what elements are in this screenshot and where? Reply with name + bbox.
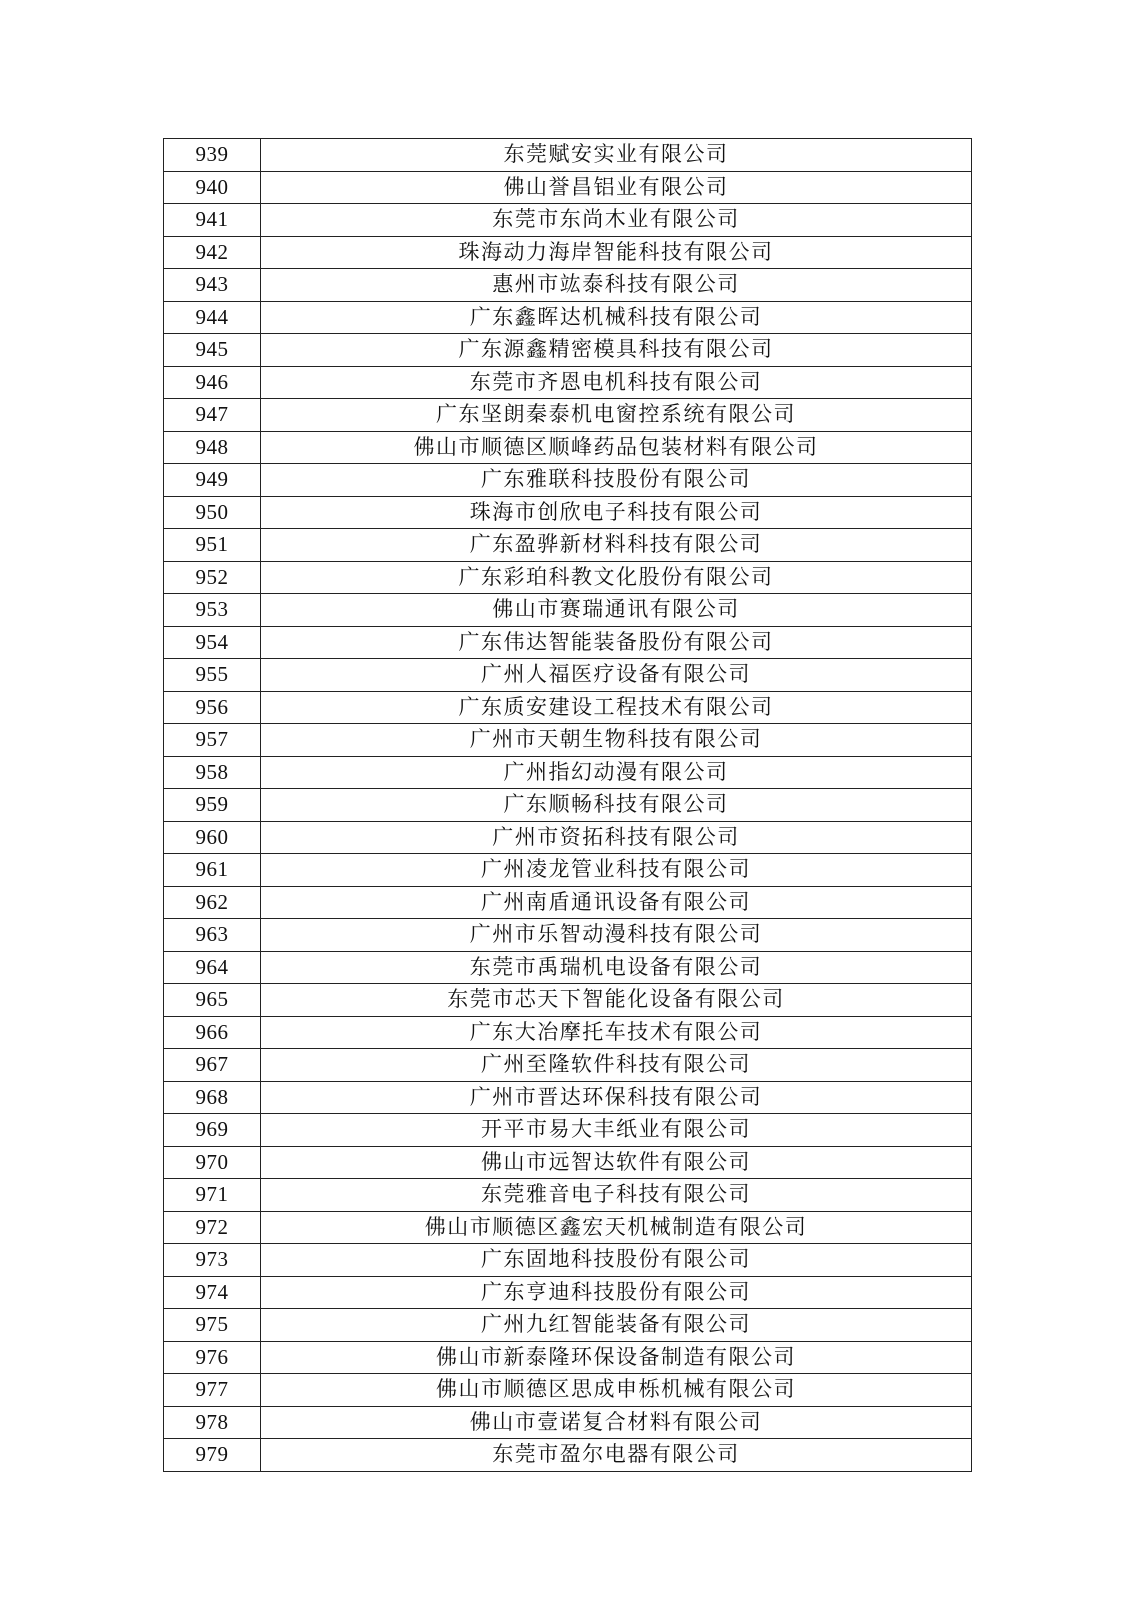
table-row: [164, 1309, 972, 1342]
row-number-cell: 962: [164, 886, 261, 919]
row-number-cell: 946: [164, 366, 261, 399]
company-name-cell: 开平市易大丰纸业有限公司: [261, 1114, 972, 1147]
company-name-cell: 广东雅联科技股份有限公司: [261, 464, 972, 497]
row-number-cell: 953: [164, 594, 261, 627]
company-name-cell: 东莞赋安实业有限公司: [261, 139, 972, 172]
row-number-cell: 944: [164, 301, 261, 334]
table-row: [164, 886, 972, 919]
row-number-cell: 974: [164, 1276, 261, 1309]
company-name-cell: 广州市乐智动漫科技有限公司: [261, 919, 972, 952]
row-number-cell: 948: [164, 431, 261, 464]
row-number-cell: 956: [164, 691, 261, 724]
table-row: [164, 529, 972, 562]
table-row: [164, 659, 972, 692]
company-list-table: [163, 138, 972, 1472]
row-number-cell: 951: [164, 529, 261, 562]
company-name-cell: 广州凌龙管业科技有限公司: [261, 854, 972, 887]
company-name-cell: 广州南盾通讯设备有限公司: [261, 886, 972, 919]
company-name-cell: 广东亨迪科技股份有限公司: [261, 1276, 972, 1309]
table-row: [164, 561, 972, 594]
company-name-cell: 东莞市东尚木业有限公司: [261, 204, 972, 237]
company-name-cell: 佛山市新泰隆环保设备制造有限公司: [261, 1341, 972, 1374]
table-row: [164, 854, 972, 887]
company-name-cell: 广东鑫晖达机械科技有限公司: [261, 301, 972, 334]
table-row: [164, 1211, 972, 1244]
table-row: [164, 1341, 972, 1374]
row-number-cell: 954: [164, 626, 261, 659]
row-number-cell: 964: [164, 951, 261, 984]
row-number-cell: 957: [164, 724, 261, 757]
table-row: [164, 204, 972, 237]
table-row: [164, 1439, 972, 1472]
table-row: [164, 171, 972, 204]
row-number-cell: 963: [164, 919, 261, 952]
row-number-cell: 940: [164, 171, 261, 204]
table-row: [164, 431, 972, 464]
company-name-cell: 广东大冶摩托车技术有限公司: [261, 1016, 972, 1049]
company-name-cell: 广东顺畅科技有限公司: [261, 789, 972, 822]
company-name-cell: 广州市资拓科技有限公司: [261, 821, 972, 854]
table-row: [164, 1406, 972, 1439]
table-row: [164, 1374, 972, 1407]
company-name-cell: 东莞市齐恩电机科技有限公司: [261, 366, 972, 399]
row-number-cell: 971: [164, 1179, 261, 1212]
table-row: [164, 984, 972, 1017]
table-row: [164, 1276, 972, 1309]
table-row: [164, 301, 972, 334]
company-name-cell: 惠州市竑泰科技有限公司: [261, 269, 972, 302]
company-name-cell: 广东盈骅新材料科技有限公司: [261, 529, 972, 562]
row-number-cell: 967: [164, 1049, 261, 1082]
company-name-cell: 广州指幻动漫有限公司: [261, 756, 972, 789]
table-row: [164, 496, 972, 529]
row-number-cell: 960: [164, 821, 261, 854]
row-number-cell: 970: [164, 1146, 261, 1179]
table-row: [164, 1146, 972, 1179]
company-name-cell: 广东坚朗秦泰机电窗控系统有限公司: [261, 399, 972, 432]
company-name-cell: 佛山市赛瑞通讯有限公司: [261, 594, 972, 627]
table-row: [164, 366, 972, 399]
row-number-cell: 939: [164, 139, 261, 172]
row-number-cell: 958: [164, 756, 261, 789]
company-name-cell: 佛山市远智达软件有限公司: [261, 1146, 972, 1179]
row-number-cell: 978: [164, 1406, 261, 1439]
table-row: [164, 1244, 972, 1277]
table-row: [164, 464, 972, 497]
row-number-cell: 942: [164, 236, 261, 269]
row-number-cell: 972: [164, 1211, 261, 1244]
table-row: [164, 919, 972, 952]
company-name-cell: 佛山市顺德区思成申栎机械有限公司: [261, 1374, 972, 1407]
company-name-cell: 广州市晋达环保科技有限公司: [261, 1081, 972, 1114]
row-number-cell: 968: [164, 1081, 261, 1114]
company-name-cell: 珠海市创欣电子科技有限公司: [261, 496, 972, 529]
row-number-cell: 973: [164, 1244, 261, 1277]
table-row: [164, 789, 972, 822]
table-row: [164, 1179, 972, 1212]
company-name-cell: 东莞市芯天下智能化设备有限公司: [261, 984, 972, 1017]
row-number-cell: 947: [164, 399, 261, 432]
table-row: [164, 1016, 972, 1049]
company-name-cell: 广东质安建设工程技术有限公司: [261, 691, 972, 724]
row-number-cell: 941: [164, 204, 261, 237]
company-name-cell: 广州市天朝生物科技有限公司: [261, 724, 972, 757]
table-row: [164, 1114, 972, 1147]
company-name-cell: 广州九红智能装备有限公司: [261, 1309, 972, 1342]
table-row: [164, 724, 972, 757]
company-name-cell: 广东伟达智能装备股份有限公司: [261, 626, 972, 659]
table-row: [164, 594, 972, 627]
row-number-cell: 955: [164, 659, 261, 692]
company-name-cell: 广州至隆软件科技有限公司: [261, 1049, 972, 1082]
company-name-cell: 佛山市顺德区鑫宏天机械制造有限公司: [261, 1211, 972, 1244]
table-body: [164, 139, 972, 1472]
table-row: [164, 399, 972, 432]
row-number-cell: 976: [164, 1341, 261, 1374]
company-name-cell: 佛山市顺德区顺峰药品包装材料有限公司: [261, 431, 972, 464]
row-number-cell: 965: [164, 984, 261, 1017]
table-row: [164, 691, 972, 724]
row-number-cell: 952: [164, 561, 261, 594]
row-number-cell: 969: [164, 1114, 261, 1147]
company-name-cell: 广东彩珀科教文化股份有限公司: [261, 561, 972, 594]
row-number-cell: 950: [164, 496, 261, 529]
company-name-cell: 广州人福医疗设备有限公司: [261, 659, 972, 692]
table-row: [164, 236, 972, 269]
table-row: [164, 756, 972, 789]
company-name-cell: 广东固地科技股份有限公司: [261, 1244, 972, 1277]
row-number-cell: 959: [164, 789, 261, 822]
table-row: [164, 626, 972, 659]
table-row: [164, 1081, 972, 1114]
row-number-cell: 975: [164, 1309, 261, 1342]
row-number-cell: 945: [164, 334, 261, 367]
row-number-cell: 943: [164, 269, 261, 302]
company-name-cell: 珠海动力海岸智能科技有限公司: [261, 236, 972, 269]
company-name-cell: 东莞雅音电子科技有限公司: [261, 1179, 972, 1212]
company-name-cell: 广东源鑫精密模具科技有限公司: [261, 334, 972, 367]
table-row: [164, 821, 972, 854]
row-number-cell: 979: [164, 1439, 261, 1472]
row-number-cell: 949: [164, 464, 261, 497]
company-name-cell: 东莞市禹瑞机电设备有限公司: [261, 951, 972, 984]
table-row: [164, 334, 972, 367]
table-row: [164, 139, 972, 172]
table-row: [164, 269, 972, 302]
table-row: [164, 951, 972, 984]
row-number-cell: 966: [164, 1016, 261, 1049]
row-number-cell: 977: [164, 1374, 261, 1407]
company-name-cell: 佛山市壹诺复合材料有限公司: [261, 1406, 972, 1439]
company-name-cell: 佛山誉昌铝业有限公司: [261, 171, 972, 204]
row-number-cell: 961: [164, 854, 261, 887]
company-name-cell: 东莞市盈尔电器有限公司: [261, 1439, 972, 1472]
table-row: [164, 1049, 972, 1082]
